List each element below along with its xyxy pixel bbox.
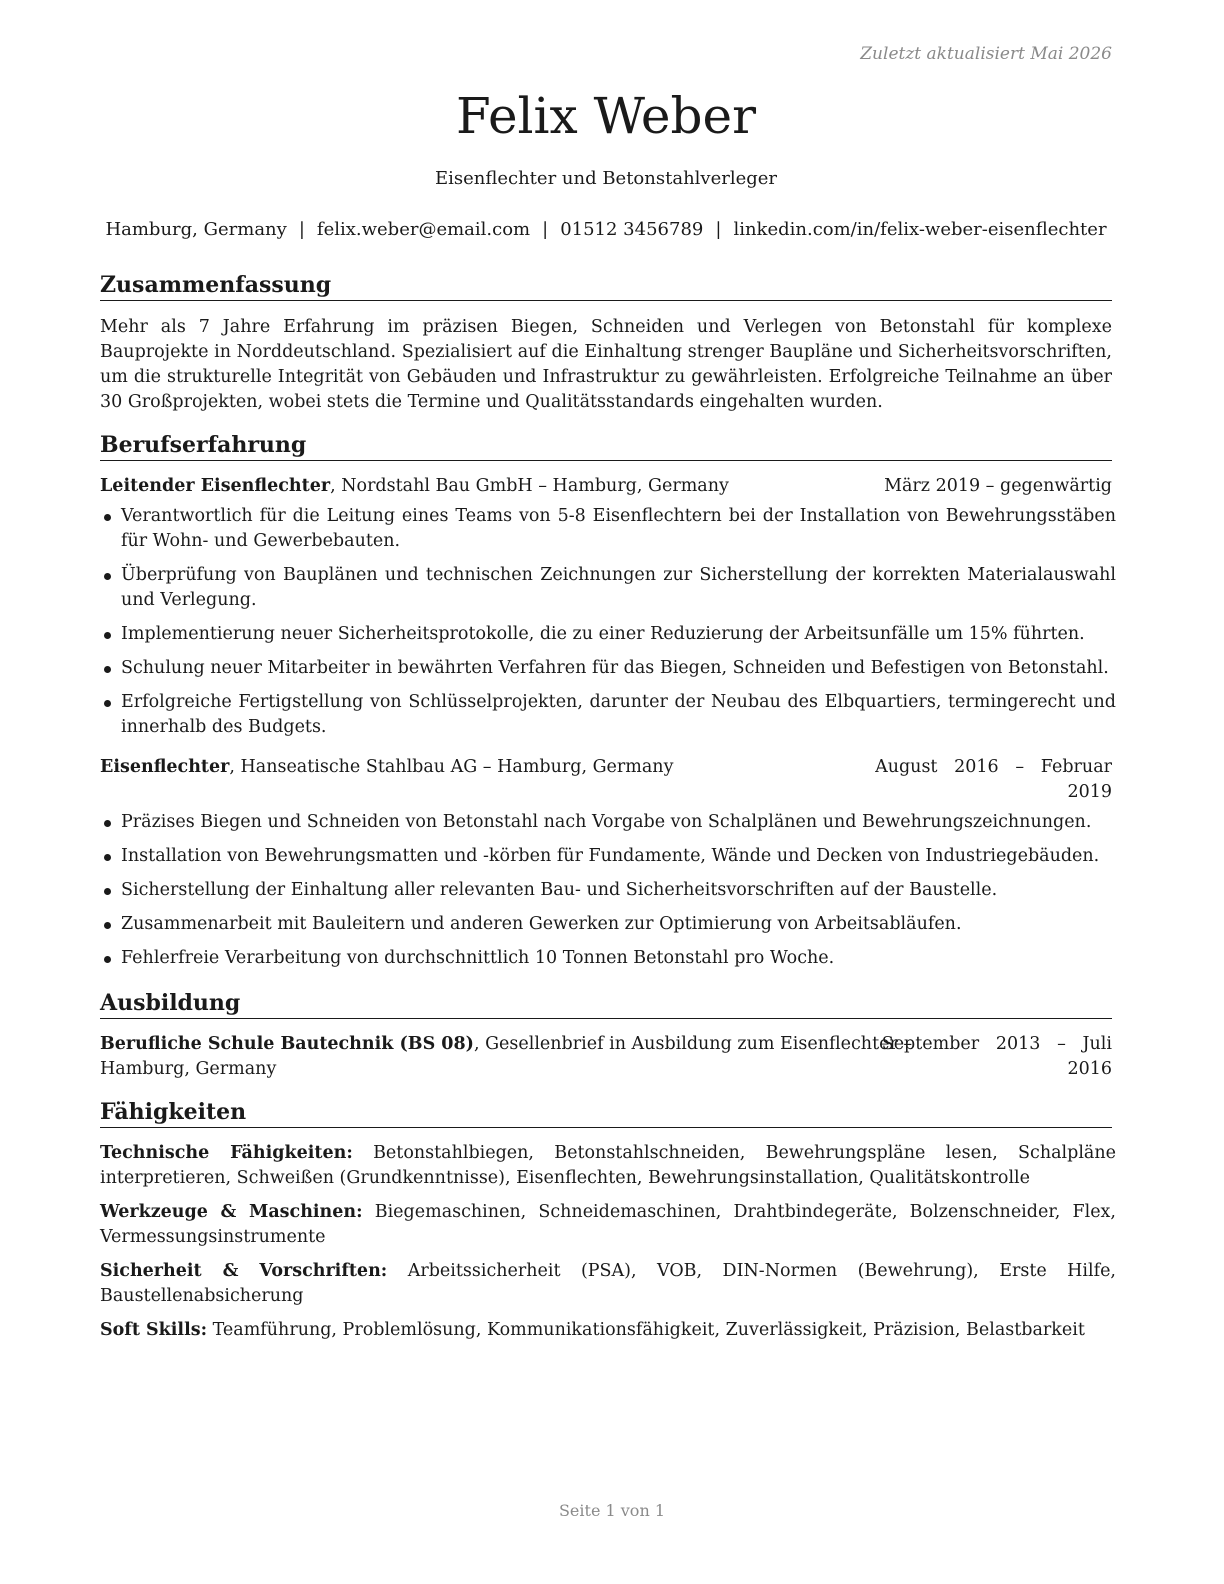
last-updated-note: Zuletzt aktualisiert Mai 2026	[860, 44, 1112, 64]
education-dates-line: September 2013 – Juli	[881, 1034, 1112, 1054]
skill-group	[100, 1141, 1116, 1191]
job-bullet: Erfolgreiche Fertigstellung von Schlüsselprojekten, darunter der Neubau des Elbquartiers, termingerecht und innerhalb des Budgets.	[100, 690, 1116, 740]
contact-email-link[interactable]: felix.weber@email.com	[316, 219, 531, 240]
section-heading-summary: Zusammenfassung	[100, 271, 1112, 301]
job-company: , Hanseatische Stahlbau AG – Hamburg, Germany	[229, 757, 674, 777]
job-bullet: Fehlerfreie Verarbeitung von durchschnittlich 10 Tonnen Betonstahl pro Woche.	[100, 946, 1116, 971]
job-bullet-list	[100, 504, 1116, 749]
candidate-name: Felix Weber	[455, 87, 757, 145]
job-company: , Nordstahl Bau GmbH – Hamburg, Germany	[330, 476, 729, 496]
contact-linkedin-link[interactable]: linkedin.com/in/felix-weber-eisenflechter	[733, 219, 1107, 240]
contact-separator: |	[542, 219, 549, 240]
job-bullet-list	[100, 810, 1116, 980]
job-bullet: Präzises Biegen und Schneiden von Betonstahl nach Vorgabe von Schalplänen und Bewehrungszeichnungen.	[100, 810, 1116, 835]
skill-list: Arbeitssicherheit (PSA), VOB, DIN-Normen (Bewehrung), Erste Hilfe, Baustellenabsicherung	[100, 1261, 1116, 1306]
contact-separator: |	[715, 219, 722, 240]
education-dates	[882, 1032, 1112, 1082]
contact-separator: |	[298, 219, 305, 240]
job-header	[100, 755, 1112, 805]
skill-label: Soft Skills:	[100, 1320, 208, 1340]
skill-group	[100, 1259, 1116, 1309]
skill-label: Sicherheit & Vorschriften:	[100, 1261, 388, 1281]
job-bullet: Implementierung neuer Sicherheitsprotokolle, die zu einer Reduzierung der Arbeitsunfälle um 15% führten.	[100, 622, 1116, 647]
summary-text: Mehr als 7 Jahre Erfahrung im präzisen Biegen, Schneiden und Verlegen von Betonstahl für komplexe Bauprojekte in Norddeutschland. Spezialisiert auf die Einhaltung strenger Baupläne und Sicherheitsvorschriften, um die strukturelle Integrität von Gebäuden und Infrastruktur zu gewährleisten. Erfolgreiche Teilnahme an über 30 Großprojekten, wobei stets die Termine und Qualitätsstandards eingehalten wurden.	[100, 317, 1112, 412]
education-location: Hamburg, Germany	[100, 1059, 277, 1079]
skill-list: Betonstahlbiegen, Betonstahlschneiden, Bewehrungspläne lesen, Schalpläne interpretieren, Schweißen (Grundkenntnisse), Eisenflechten, Bewehrungsinstallation, Qualitätskontrolle	[100, 1143, 1116, 1188]
skill-label: Technische Fähigkeiten:	[100, 1143, 353, 1163]
skill-list: Teamführung, Problemlösung, Kommunikationsfähigkeit, Zuverlässigkeit, Präzision, Belastbarkeit	[207, 1320, 1085, 1340]
section-heading-skills: Fähigkeiten	[100, 1098, 1112, 1128]
education-dates-line: 2016	[1067, 1059, 1112, 1079]
contact-phone: 01512 3456789	[560, 219, 704, 240]
section-heading-experience: Berufserfahrung	[100, 431, 1112, 461]
job-dates-line: August 2016 – Februar	[875, 757, 1112, 777]
contact-location: Hamburg, Germany	[105, 219, 287, 240]
job-bullet: Installation von Bewehrungsmatten und -körben für Fundamente, Wände und Decken von Industriegebäuden.	[100, 844, 1116, 869]
education-school: Berufliche Schule Bautechnik (BS 08)	[100, 1034, 474, 1054]
skill-group	[100, 1200, 1116, 1250]
page-number: Seite 1 von 1	[558, 1501, 666, 1520]
job-title: Eisenflechter und Betonstahlverleger	[434, 168, 778, 189]
job-bullet: Verantwortlich für die Leitung eines Teams von 5-8 Eisenflechtern bei der Installation von Bewehrungsstäben für Wohn- und Gewerbebauten.	[100, 504, 1116, 554]
job-bullet: Überprüfung von Bauplänen und technischen Zeichnungen zur Sicherstellung der korrekten Materialauswahl und Verlegung.	[100, 563, 1116, 613]
job-dates	[875, 755, 1112, 805]
contact-line	[100, 219, 1112, 240]
section-heading-education: Ausbildung	[100, 989, 1112, 1019]
job-bullet: Schulung neuer Mitarbeiter in bewährten Verfahren für das Biegen, Schneiden und Befestigen von Betonstahl.	[100, 656, 1116, 681]
skill-list: Biegemaschinen, Schneidemaschinen, Drahtbindegeräte, Bolzenschneider, Flex, Vermessungsinstrumente	[100, 1202, 1116, 1247]
job-dates-line: 2019	[1067, 782, 1112, 802]
education-entry	[100, 1032, 1112, 1082]
job-bullet: Sicherstellung der Einhaltung aller relevanten Bau- und Sicherheitsvorschriften auf der Baustelle.	[100, 878, 1116, 903]
job-title: Leitender Eisenflechter	[100, 476, 331, 496]
education-degree: , Gesellenbrief in Ausbildung zum Eisenflechter –	[473, 1034, 913, 1054]
job-dates: März 2019 – gegenwärtig	[884, 476, 1112, 496]
job-bullet: Zusammenarbeit mit Bauleitern und anderen Gewerken zur Optimierung von Arbeitsabläufen.	[100, 912, 1116, 937]
skill-label: Werkzeuge & Maschinen:	[100, 1202, 363, 1222]
job-header	[100, 474, 1112, 499]
skill-group	[100, 1318, 1116, 1343]
job-title: Eisenflechter	[100, 757, 230, 777]
